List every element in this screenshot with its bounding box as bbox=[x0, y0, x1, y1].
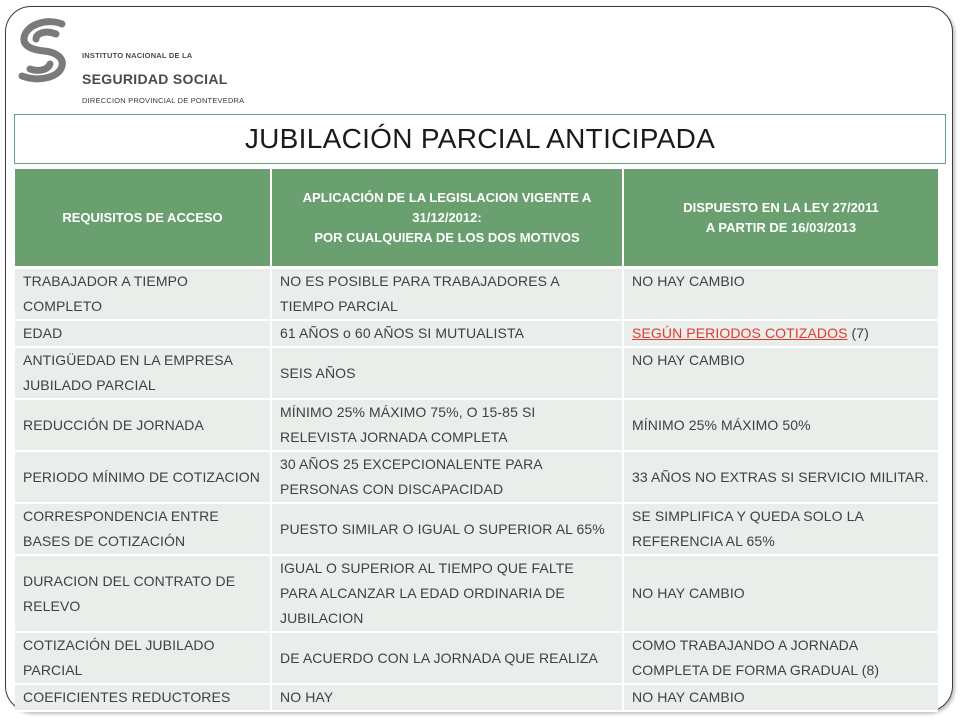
cell-requisito: PERIODO MÍNIMO DE COTIZACION bbox=[15, 452, 272, 504]
table-row bbox=[15, 556, 938, 633]
cell-vigente: SEIS AÑOS bbox=[272, 348, 624, 400]
cell-vigente: 30 AÑOS 25 EXCEPCIONALENTE PARA PERSONAS CON DISCAPACIDAD bbox=[272, 452, 624, 504]
header-requisitos-line: REQUISITOS DE ACCESO bbox=[62, 209, 223, 225]
cell-requisito: CORRESPONDENCIA ENTRE BASES DE COTIZACIÓN bbox=[15, 504, 272, 556]
logo-line-institute: INSTITUTO NACIONAL DE LA bbox=[82, 51, 193, 60]
cell-vigente: MÍNIMO 25% MÁXIMO 75%, O 15-85 SI RELEVISTA JORNADA COMPLETA bbox=[272, 400, 624, 452]
header-ley bbox=[624, 169, 938, 269]
cell-ley: NO HAY CAMBIO bbox=[624, 685, 938, 712]
cell-requisito: DURACION DEL CONTRATO DE RELEVO bbox=[15, 556, 272, 633]
cell-ley: 33 AÑOS NO EXTRAS SI SERVICIO MILITAR. bbox=[624, 452, 938, 504]
table-row bbox=[15, 685, 938, 712]
cell-ley bbox=[624, 321, 938, 348]
table-row bbox=[15, 504, 938, 556]
cell-vigente: DE ACUERDO CON LA JORNADA QUE REALIZA bbox=[272, 633, 624, 685]
cell-vigente: NO HAY bbox=[272, 685, 624, 712]
table-row bbox=[15, 348, 938, 400]
header-requisitos bbox=[15, 169, 272, 269]
header-ley-line1: DISPUESTO EN LA LEY 27/2011 bbox=[683, 199, 879, 215]
logo-line-seguridad-social: SEGURIDAD SOCIAL bbox=[82, 71, 228, 87]
cell-ley: NO HAY CAMBIO bbox=[624, 348, 938, 400]
header-vigente-line2: POR CUALQUIERA DE LOS DOS MOTIVOS bbox=[314, 229, 580, 245]
header-vigente bbox=[272, 169, 624, 269]
header-ley-line2: A PARTIR DE 16/03/2013 bbox=[705, 219, 857, 235]
logo-line-direccion: DIRECCION PROVINCIAL DE PONTEVEDRA bbox=[82, 96, 245, 105]
page-title: JUBILACIÓN PARCIAL ANTICIPADA bbox=[14, 114, 946, 164]
table-row bbox=[15, 400, 938, 452]
cell-requisito: COTIZACIÓN DEL JUBILADO PARCIAL bbox=[15, 633, 272, 685]
cell-ley: NO HAY CAMBIO bbox=[624, 269, 938, 321]
table-row bbox=[15, 633, 938, 685]
cell-requisito: ANTIGÜEDAD EN LA EMPRESA JUBILADO PARCIAL bbox=[15, 348, 272, 400]
cell-vigente: PUESTO SIMILAR O IGUAL O SUPERIOR AL 65% bbox=[272, 504, 624, 556]
periodos-cotizados-link[interactable]: SEGÚN PERIODOS COTIZADOS bbox=[632, 325, 848, 341]
cell-ley: MÍNIMO 25% MÁXIMO 50% bbox=[624, 400, 938, 452]
cell-ley: COMO TRABAJANDO A JORNADA COMPLETA DE FORMA GRADUAL (8) bbox=[624, 633, 938, 685]
cell-vigente: IGUAL O SUPERIOR AL TIEMPO QUE FALTE PARA ALCANZAR LA EDAD ORDINARIA DE JUBILACION bbox=[272, 556, 624, 633]
institution-logo bbox=[12, 14, 252, 105]
note-reference: (7) bbox=[847, 325, 869, 341]
cell-requisito: COEFICIENTES REDUCTORES bbox=[15, 685, 272, 712]
cell-vigente: NO ES POSIBLE PARA TRABAJADORES A TIEMPO PARCIAL bbox=[272, 269, 624, 321]
table-row bbox=[15, 321, 938, 348]
cell-ley: NO HAY CAMBIO bbox=[624, 556, 938, 633]
cell-requisito: TRABAJADOR A TIEMPO COMPLETO bbox=[15, 269, 272, 321]
header-vigente-line1: APLICACIÓN DE LA LEGISLACION VIGENTE A 31/12/2012: bbox=[302, 189, 592, 225]
cell-requisito: EDAD bbox=[15, 321, 272, 348]
requirements-table bbox=[15, 169, 938, 712]
cell-ley: SE SIMPLIFICA Y QUEDA SOLO LA REFERENCIA AL 65% bbox=[624, 504, 938, 556]
table-row bbox=[15, 452, 938, 504]
table-row bbox=[15, 269, 938, 321]
social-security-swirl-icon bbox=[12, 14, 74, 86]
cell-vigente: 61 AÑOS o 60 AÑOS SI MUTUALISTA bbox=[272, 321, 624, 348]
table-header-row bbox=[15, 169, 938, 269]
cell-requisito: REDUCCIÓN DE JORNADA bbox=[15, 400, 272, 452]
